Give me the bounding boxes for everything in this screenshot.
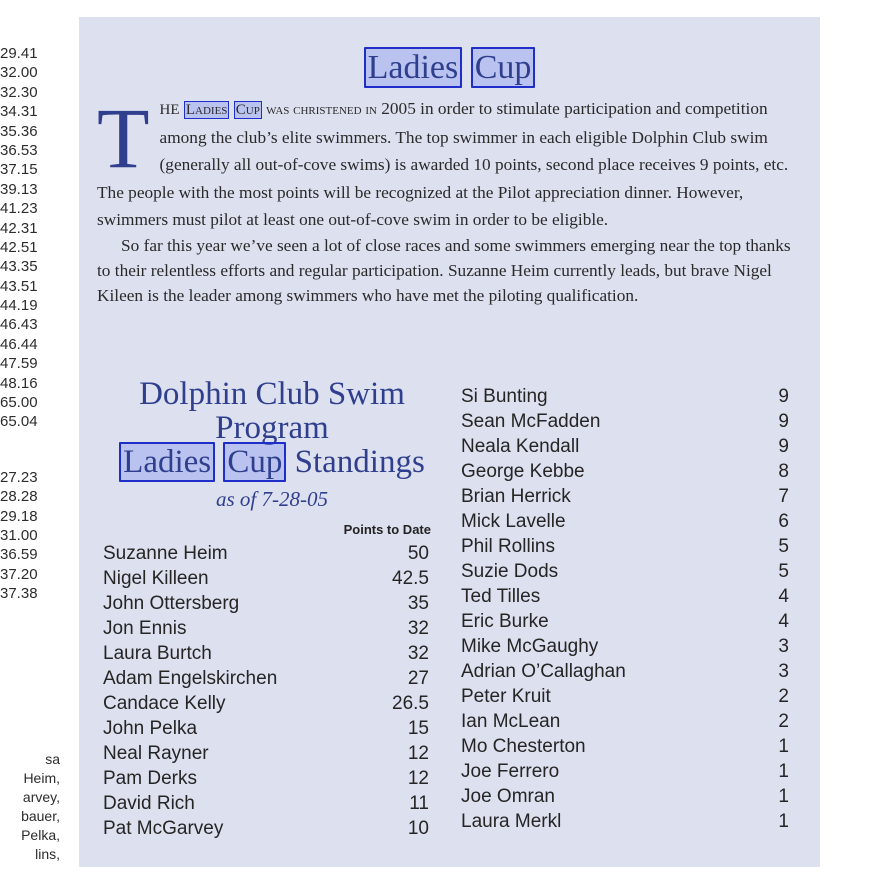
- swimmer-points: 27: [407, 668, 429, 689]
- standings-row: [103, 741, 429, 766]
- swimmer-name: Eric Burke: [461, 611, 549, 632]
- standings-row: [461, 584, 789, 609]
- swimmer-points: 50: [407, 543, 429, 564]
- swimmer-name: Ian McLean: [461, 711, 561, 732]
- swimmer-points: 12: [407, 743, 429, 764]
- swimmer-name: John Pelka: [103, 718, 198, 739]
- time-value: 43.51: [0, 277, 38, 295]
- swimmer-name: Mick Lavelle: [461, 511, 566, 532]
- highlight-cup-standings: Cup: [223, 442, 286, 482]
- standings-row: [103, 541, 429, 566]
- time-value: 46.43: [0, 316, 38, 334]
- time-value: 32.30: [0, 83, 38, 101]
- highlight-ladies-inline: Ladies: [185, 102, 228, 118]
- time-value: 47.59: [0, 355, 38, 373]
- page-title: [79, 49, 820, 87]
- previous-page-words: [0, 750, 60, 864]
- swimmer-name: Pam Derks: [103, 768, 197, 789]
- swimmer-name: Laura Burtch: [103, 643, 212, 664]
- as-of-date: as of 7-28-05: [216, 487, 328, 511]
- times-list-b: [0, 468, 56, 604]
- time-value: 27.23: [0, 468, 38, 486]
- standings-title-line3: [107, 445, 437, 479]
- lead-he: HE: [159, 102, 180, 118]
- standings-row: [103, 616, 429, 641]
- lead-smallcaps: was christened in: [266, 102, 377, 118]
- swimmer-name: Laura Merkl: [461, 811, 562, 832]
- swimmer-name: Jon Ennis: [103, 618, 187, 639]
- swimmer-points: 15: [407, 718, 429, 739]
- standings-row: [461, 559, 789, 584]
- clipped-word: bauer,: [21, 808, 60, 824]
- swimmer-name: Si Bunting: [461, 386, 548, 407]
- swimmer-points: 3: [778, 661, 789, 682]
- swimmer-name: Joe Omran: [461, 786, 555, 807]
- swimmer-name: Joe Ferrero: [461, 761, 560, 782]
- swimmer-points: 9: [778, 436, 789, 457]
- swimmer-points: 42.5: [392, 568, 429, 589]
- swimmer-name: Phil Rollins: [461, 536, 555, 557]
- previous-page-column: [0, 44, 56, 604]
- article-panel: [79, 17, 820, 867]
- standings-row: [461, 534, 789, 559]
- standings-row: [461, 634, 789, 659]
- standings-row: [461, 384, 789, 409]
- swimmer-name: Sean McFadden: [461, 411, 601, 432]
- swimmer-name: Neala Kendall: [461, 436, 580, 457]
- swimmer-name: Suzie Dods: [461, 561, 559, 582]
- swimmer-points: 1: [778, 811, 789, 832]
- time-value: 41.23: [0, 200, 38, 218]
- time-value: 37.38: [0, 585, 38, 603]
- times-list-a: [0, 44, 56, 432]
- swimmer-points: 7: [778, 486, 789, 507]
- standings-word: Standings: [294, 444, 425, 480]
- swimmer-points: 1: [778, 736, 789, 757]
- standings-row: [461, 784, 789, 809]
- swimmer-name: Pat McGarvey: [103, 818, 224, 839]
- swimmer-name: John Ottersberg: [103, 593, 240, 614]
- drop-cap: T: [97, 90, 150, 186]
- standings-row: [103, 766, 429, 791]
- clipped-word: Pelka,: [21, 827, 60, 843]
- swimmer-points: 10: [407, 818, 429, 839]
- swimmer-points: 9: [778, 411, 789, 432]
- standings-row: [461, 509, 789, 534]
- standings-row: [461, 684, 789, 709]
- standings-row: [103, 716, 429, 741]
- swimmer-points: 8: [778, 461, 789, 482]
- time-value: 48.16: [0, 374, 38, 392]
- clipped-word: Heim,: [23, 770, 60, 786]
- swimmer-points: 12: [407, 768, 429, 789]
- paragraph-2: So far this year we’ve seen a lot of close races and some swimmers emerging near the top thanks to their relentless efforts and regular participation. Suzanne Heim currently leads, but brave Nigel Kileen is the leader among swimmers who have met the piloting qualification.: [97, 236, 791, 306]
- swimmer-points: 4: [778, 611, 789, 632]
- time-value: 65.00: [0, 394, 38, 412]
- standings-row: [461, 709, 789, 734]
- highlight-cup-inline: Cup: [235, 102, 260, 118]
- swimmer-points: 9: [778, 386, 789, 407]
- swimmer-name: Suzanne Heim: [103, 543, 228, 564]
- highlight-ladies-standings: Ladies: [119, 442, 215, 482]
- time-value: 42.51: [0, 238, 38, 256]
- time-value: 31.00: [0, 526, 38, 544]
- swimmer-name: Mo Chesterton: [461, 736, 586, 757]
- standings-row: [461, 809, 789, 834]
- time-value: 34.31: [0, 103, 38, 121]
- standings-row: [461, 659, 789, 684]
- swimmer-points: 5: [778, 561, 789, 582]
- swimmer-points: 1: [778, 761, 789, 782]
- standings-row: [103, 791, 429, 816]
- clipped-word: lins,: [35, 846, 60, 862]
- clipped-word: arvey,: [22, 789, 60, 805]
- swimmer-name: David Rich: [103, 793, 195, 814]
- standings-title-line2: Program: [215, 410, 329, 446]
- swimmer-points: 26.5: [392, 693, 429, 714]
- swimmer-name: George Kebbe: [461, 461, 585, 482]
- swimmer-points: 6: [778, 511, 789, 532]
- time-value: 32.00: [0, 64, 38, 82]
- time-value: 39.13: [0, 180, 38, 198]
- standings-title: [107, 377, 437, 479]
- time-value: 44.19: [0, 297, 38, 315]
- standings-row: [461, 434, 789, 459]
- standings-row: [461, 609, 789, 634]
- time-value: 36.59: [0, 546, 38, 564]
- standings-row: [461, 484, 789, 509]
- standings-row: [103, 816, 429, 841]
- swimmer-name: Mike McGaughy: [461, 636, 599, 657]
- swimmer-name: Ted Tilles: [461, 586, 541, 607]
- swimmer-name: Adrian O’Callaghan: [461, 661, 626, 682]
- swimmer-name: Nigel Killeen: [103, 568, 209, 589]
- time-value: 42.31: [0, 219, 38, 237]
- standings-table-left: [103, 541, 429, 841]
- swimmer-points: 3: [778, 636, 789, 657]
- swimmer-name: Candace Kelly: [103, 693, 226, 714]
- swimmer-name: Peter Kruit: [461, 686, 551, 707]
- swimmer-points: 2: [778, 686, 789, 707]
- paragraph-1: [97, 90, 797, 233]
- swimmer-name: Brian Herrick: [461, 486, 571, 507]
- time-value: 65.04: [0, 413, 38, 431]
- standings-table-right: [461, 384, 789, 834]
- time-value: 36.53: [0, 141, 38, 159]
- swimmer-points: 35: [407, 593, 429, 614]
- swimmer-name: Adam Engelskirchen: [103, 668, 278, 689]
- standings-row: [103, 691, 429, 716]
- highlight-cup: Cup: [471, 47, 536, 88]
- time-value: 43.35: [0, 258, 38, 276]
- standings-title-line1: Dolphin Club Swim: [139, 376, 405, 412]
- swimmer-name: Neal Rayner: [103, 743, 209, 764]
- highlight-ladies: Ladies: [364, 47, 463, 88]
- clipped-word: sa: [45, 751, 60, 767]
- standings-row: [103, 566, 429, 591]
- time-value: 46.44: [0, 335, 38, 353]
- swimmer-points: 32: [407, 618, 429, 639]
- swimmer-points: 32: [407, 643, 429, 664]
- swimmer-points: 2: [778, 711, 789, 732]
- standings-row: [103, 591, 429, 616]
- standings-row: [461, 759, 789, 784]
- points-column-header: Points to Date: [343, 522, 431, 537]
- swimmer-points: 11: [409, 793, 429, 814]
- swimmer-points: 4: [778, 586, 789, 607]
- standings-row: [103, 666, 429, 691]
- standings-row: [103, 641, 429, 666]
- standings-row: [461, 734, 789, 759]
- time-value: 29.18: [0, 507, 38, 525]
- standings-row: [461, 459, 789, 484]
- intro-text: [97, 90, 797, 308]
- swimmer-points: 5: [778, 536, 789, 557]
- standings-row: [461, 409, 789, 434]
- time-value: 35.36: [0, 122, 38, 140]
- paragraph-1-text: 2005 in order to stimulate participation and competition among the club’s elite swimmers. The top swimmer in each eligible Dolphin Club swim (generally all out-of-cove swims) is awarded 10 points, second place receives 9 points, etc. The people with the most points will be recognized at the Pilot appreciation dinner. However, swimmers must pilot at least one out-of-cove swim in order to be eligible.: [97, 99, 789, 229]
- swimmer-points: 1: [778, 786, 789, 807]
- time-value: 37.20: [0, 565, 38, 583]
- time-value: 37.15: [0, 161, 38, 179]
- time-value: 29.41: [0, 45, 38, 62]
- time-value: 28.28: [0, 488, 38, 506]
